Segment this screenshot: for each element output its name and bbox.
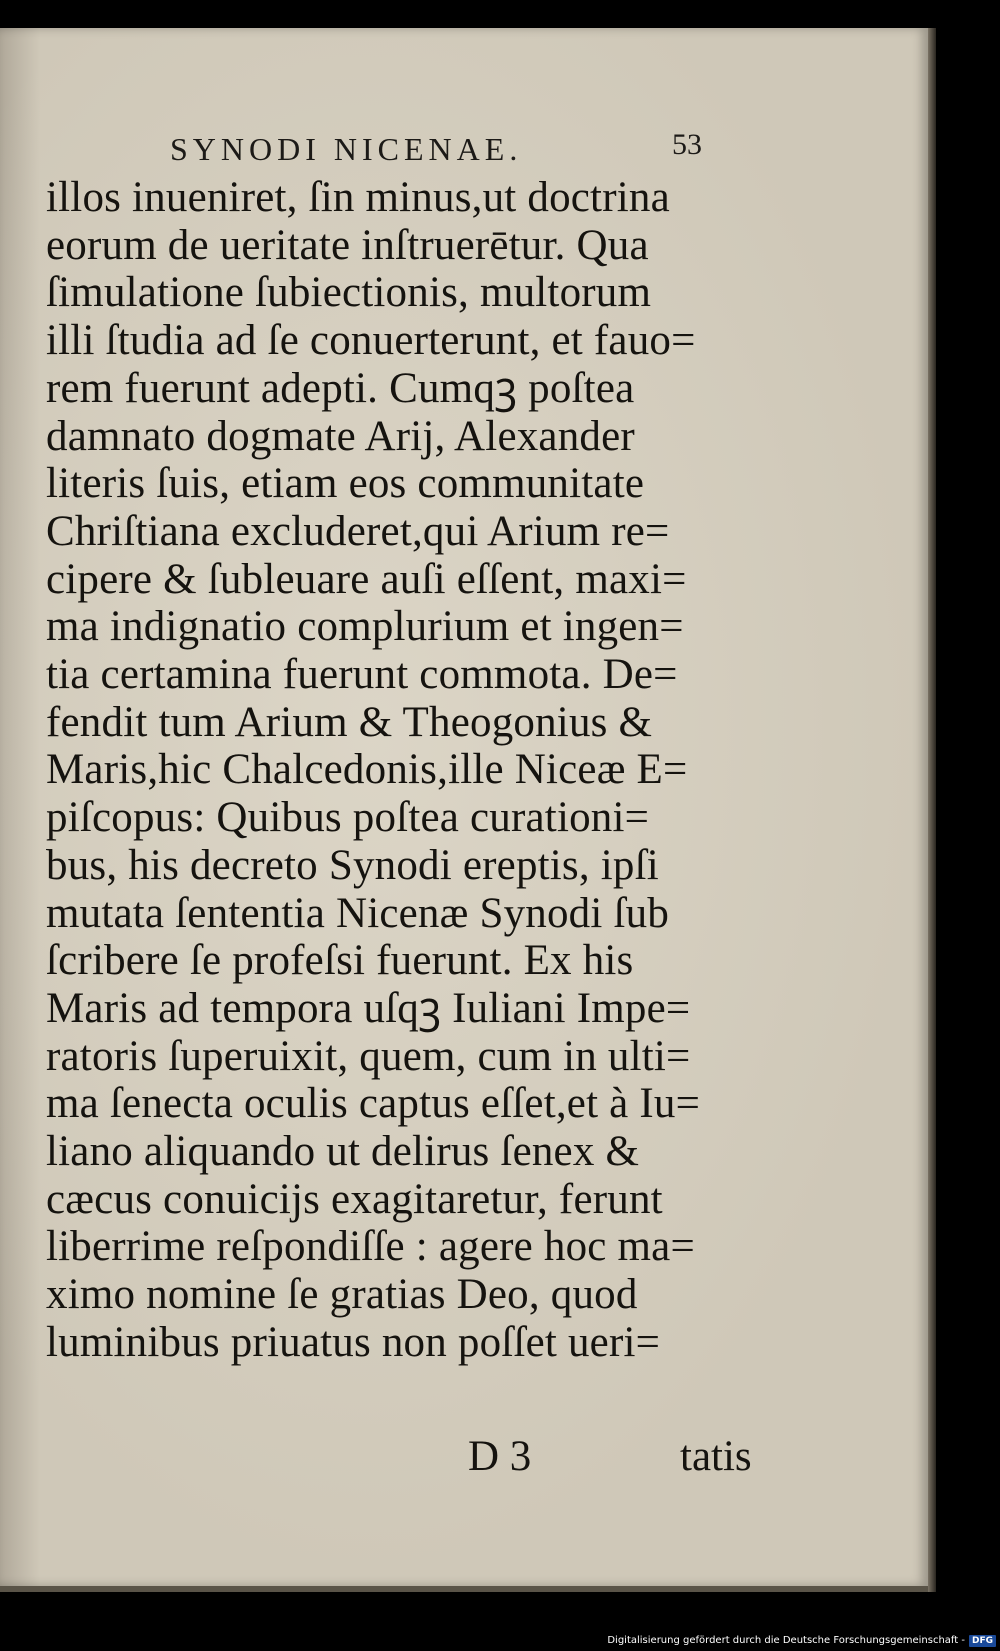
text-line: ma ſenecta oculis captus eſſet,et à Iu= bbox=[46, 1080, 701, 1128]
credit-text: Digitalisierung gefördert durch die Deutsche Forschungsgemeinschaft - bbox=[607, 1635, 965, 1646]
text-line: luminibus priuatus non poſſet ueri= bbox=[46, 1318, 661, 1366]
text-line: ma indignatio complurium et ingen= bbox=[46, 603, 684, 651]
text-line: mutata ſententia Nicenæ Synodi ſub bbox=[46, 889, 670, 937]
text-line: piſcopus: Quibus poſtea curationi= bbox=[46, 794, 650, 842]
page-number: 53 bbox=[672, 128, 702, 161]
book-page bbox=[0, 28, 928, 1592]
text-line: Chriſtiana excluderet,qui Arium re= bbox=[46, 507, 670, 555]
text-line: rem fuerunt adepti. Cumqꝫ poſtea bbox=[46, 364, 635, 412]
text-line: fendit tum Arium & Theogonius & bbox=[46, 698, 653, 746]
text-line: illos inueniret, ſin minus,ut doctrina bbox=[46, 174, 670, 221]
text-line: damnato dogmate Arij, Alexander bbox=[46, 412, 635, 460]
text-block bbox=[46, 174, 766, 1367]
text-line: tia certamina fuerunt commota. De= bbox=[46, 651, 678, 699]
signature-mark: D 3 bbox=[468, 1433, 532, 1480]
text-line: ſcribere ſe profeſsi fuerunt. Ex his bbox=[46, 937, 634, 985]
text-line: bus, his decreto Synodi ereptis, ipſi bbox=[46, 841, 659, 889]
page-edge bbox=[928, 28, 936, 1592]
text-line: ximo nomine ſe gratias Deo, quod bbox=[46, 1271, 638, 1319]
text-line: liano aliquando ut delirus ſenex & bbox=[46, 1128, 640, 1176]
text-line: liberrime reſpondiſſe : agere hoc ma= bbox=[46, 1223, 695, 1271]
running-head: SYNODI NICENAE. bbox=[170, 131, 523, 167]
text-line: ratoris ſuperuixit, quem, cum in ulti= bbox=[46, 1032, 691, 1080]
digitization-credit bbox=[600, 1630, 1000, 1651]
text-line: cæcus conuicijs exagitaretur, ferunt bbox=[46, 1175, 663, 1223]
text-line: eorum de ueritate inſtruerētur. Qua bbox=[46, 221, 649, 269]
text-line: literis ſuis, etiam eos communitate bbox=[46, 460, 645, 508]
text-line: illi ſtudia ad ſe conuerterunt, et fauo= bbox=[46, 317, 696, 365]
catchword: tatis bbox=[680, 1433, 752, 1480]
text-line: Maris,hic Chalcedonis,ille Niceæ E= bbox=[46, 746, 688, 794]
text-line: cipere & ſubleuare auſi eſſent, maxi= bbox=[46, 555, 687, 603]
dfg-logo: DFG bbox=[969, 1635, 996, 1647]
text-line: Maris ad tempora uſqꝫ Iuliani Impe= bbox=[46, 984, 691, 1032]
text-line: ſimulatione ſubiectionis, multorum bbox=[46, 269, 652, 317]
